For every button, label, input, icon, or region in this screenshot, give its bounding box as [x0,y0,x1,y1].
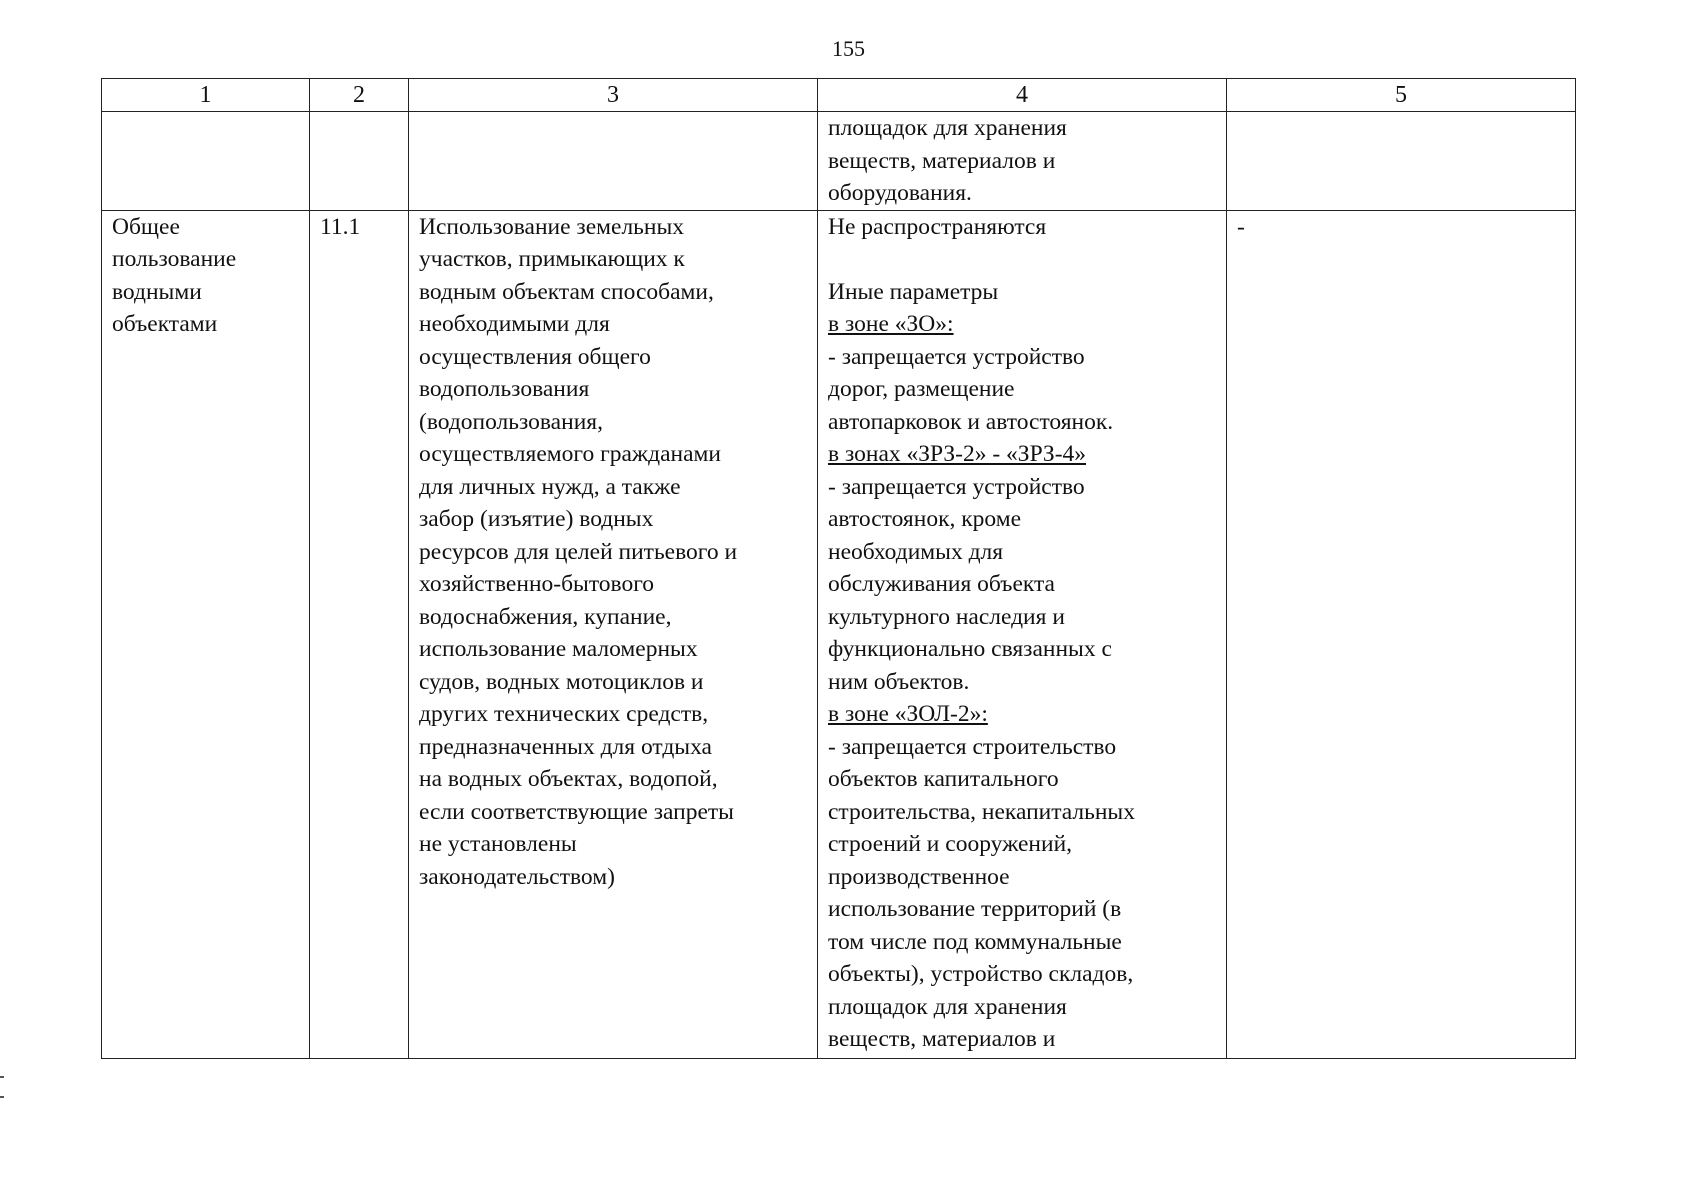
description-line: (водопользования, [419,408,603,435]
zoning-regulations-table [101,78,1576,1059]
header-col-5: 5 [1227,79,1576,112]
activity-code: 11.1 [320,213,361,240]
description-line: законодательством) [419,863,615,890]
page-number: 155 [832,36,865,61]
description-line: судов, водных мотоциклов и [419,668,704,695]
main-row [102,210,1576,1058]
description-line: использование маломерных [419,636,698,662]
description-line: необходимыми для [419,311,610,337]
zone-zol-line: веществ, материалов и [828,1026,1056,1052]
zone-zol-line: использование территорий (в [828,896,1122,922]
zone-zrz-line: - запрещается устройство [828,473,1085,500]
activity-name-cell [102,210,310,1058]
cont-cell-2 [310,112,409,211]
zone-zrz-line: автостоянок, кроме [828,506,1022,532]
zone-zol-line: производственное [828,863,1010,890]
zone-zrz-line: функционально связанных с [828,636,1112,662]
zone-zol-line: том числе под коммунальные [828,928,1122,955]
zone-zrz-line: необходимых для [828,538,1004,565]
notes-dash: - [1237,213,1245,240]
zone-zrz-heading: в зонах «ЗРЗ-2» - «ЗРЗ-4» [828,441,1087,467]
description-line: ресурсов для целей питьевого и [419,538,738,565]
zone-zol-line: объекты), устройство складов, [828,961,1134,987]
not-applicable-text: Не распространяются [828,213,1047,240]
cont-text-line: оборудования. [828,180,972,206]
other-params-heading: Иные параметры [828,278,999,305]
cont-cell-4 [818,112,1227,211]
description-line: Использование земельных [419,213,685,240]
activity-name-line: Общее [112,213,180,240]
cont-cell-1 [102,112,310,211]
description-line: водоснабжения, купание, [419,603,672,630]
description-line: предназначенных для отдыха [419,733,712,760]
description-line: на водных объектах, водопой, [419,766,718,792]
cont-text-line: веществ, материалов и [828,147,1056,174]
cont-text-line: площадок для хранения [828,115,1067,141]
header-col-2: 2 [310,79,409,112]
activity-code-cell [310,210,409,1058]
description-line: хозяйственно-бытового [419,571,655,597]
description-line: если соответствующие запреты [419,798,734,825]
parameters-cell [818,210,1227,1058]
notes-cell [1227,210,1576,1058]
zone-zol-line: строений и сооружений, [828,831,1073,857]
zone-zo-line: дорог, размещение [828,376,1015,402]
description-line: участков, примыкающих к [419,246,685,272]
activity-description-cell [409,210,818,1058]
zone-zo-heading: в зоне «ЗО»: [828,311,954,337]
zone-zol-line: объектов капитального [828,766,1059,792]
header-row [102,79,1576,112]
continuation-row [102,112,1576,211]
zone-zol-line: площадок для хранения [828,993,1067,1020]
zone-zo-line: автопарковок и автостоянок. [828,408,1114,435]
header-col-1: 1 [102,79,310,112]
activity-name-line: пользование [112,246,237,272]
description-line: забор (изъятие) водных [419,506,654,532]
description-line: не установлены [419,831,577,857]
description-line: водопользования [419,376,590,402]
header-col-4: 4 [818,79,1227,112]
cont-cell-5 [1227,112,1576,211]
activity-name-line: водными [112,278,202,305]
zone-zol-heading: в зоне «ЗОЛ-2»: [828,701,988,727]
zone-zo-line: - запрещается устройство [828,343,1085,370]
description-line: других технических средств, [419,701,709,727]
zone-zrz-line: обслуживания объекта [828,571,1055,597]
blank-line [828,243,1216,276]
zone-zol-line: строительства, некапитальных [828,798,1135,825]
activity-name-line: объектами [112,311,218,337]
zone-zrz-line: культурного наследия и [828,603,1065,630]
zone-zrz-line: ним объектов. [828,668,970,695]
cont-cell-3 [409,112,818,211]
header-col-3: 3 [409,79,818,112]
description-line: осуществляемого гражданами [419,441,721,467]
description-line: осуществления общего [419,343,651,370]
zone-zol-line: - запрещается строительство [828,733,1117,760]
description-line: для личных нужд, а также [419,473,681,500]
description-line: водным объектам способами, [419,278,714,305]
scan-edge-mark [0,1076,4,1098]
